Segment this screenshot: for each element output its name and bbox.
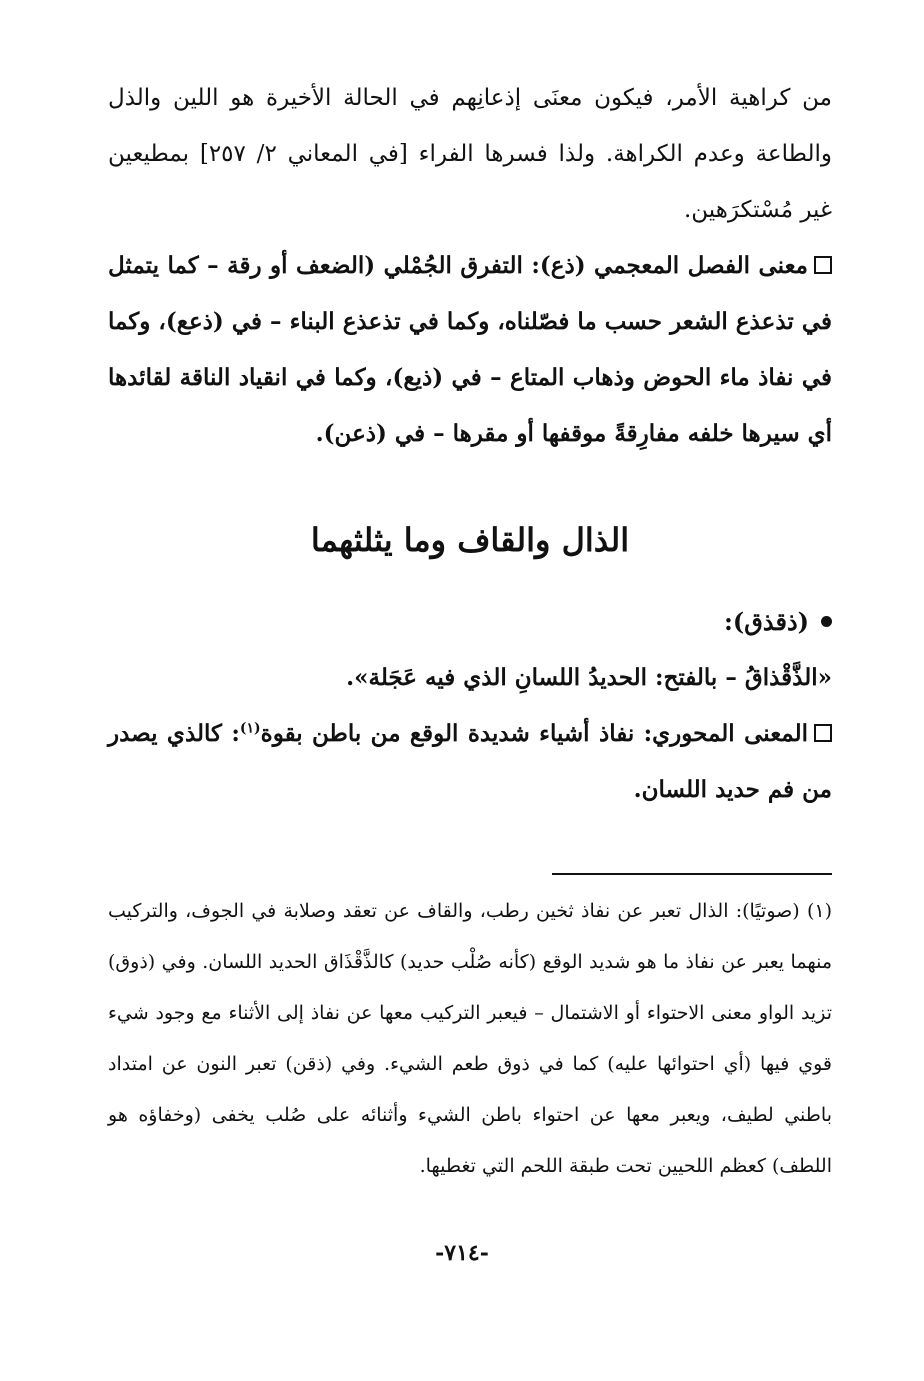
checkbox-square-icon [814, 724, 832, 742]
page-body [108, 70, 832, 818]
footnote-1: (١) (صوتيًا): الذال تعبر عن نفاذ ثخين رطب، والقاف عن تعقد وصلابة في الجوف، والتركيب منهما يعبر عن نفاذ ما هو شديد الوقع (كأنه صُلْب حديد) كالذَّقْذَاق الحديد اللسان. وفي (ذوق) تزيد الواو معنى الاحتواء أو الاشتمال – فيعبر التركيب معها عن نفاذ إلى الأثناء مع وجود شيء قوي فيها (أي احتوائها عليه) كما في ذوق طعم الشيء. وفي (ذقن) تعبر النون عن امتداد باطني لطيف، ويعبر معها عن احتواء باطن الشيء وأثنائه على صُلب يخفى (وخفاؤه هو اللطف) كعظم اللحيين تحت طبقة اللحم التي تغطيها. [108, 900, 832, 1177]
entry-title [108, 594, 832, 650]
core-meaning-rest: : كالذي يصدر من فم حديد اللسان. [108, 720, 832, 803]
footnote-reference[interactable]: (١) [239, 720, 261, 737]
footnote-block [108, 886, 832, 1192]
footnote-separator [552, 873, 832, 875]
entry-definition: «الذَّقْذاقُ – بالفتح: الحديدُ اللسانِ الذي فيه عَجَلة». [346, 664, 832, 691]
lexical-meaning-text: معنى الفصل المعجمي (ذع): التفرق الجُمْلي (الضعف أو رقة – كما يتمثل في تذعذع الشعر حسب ما فصّلناه، وكما في تذعذع البناء – في (ذعع)، وكما في نفاذ ماء الحوض وذهاب المتاع – في (ذيع)، وكما في انقياد الناقة لقائدها أي سيرها خلفه مفارِقةً موقفها أو مقرها – في (ذعن). [108, 252, 832, 447]
core-meaning-main: المعنى المحوري: نفاذ أشياء شديدة الوقع من باطن بقوة [260, 720, 808, 747]
entry-title-text: (ذقذق): [724, 607, 809, 636]
section-heading: الذال والقاف وما يثلثهما [310, 521, 630, 559]
checkbox-square-icon [814, 256, 832, 274]
bullet-icon [821, 616, 832, 627]
paragraph-intro: من كراهية الأمر، فيكون معنَى إذعانِهم في الحالة الأخيرة هو اللين والذل والطاعة وعدم الكراهة. ولذا فسرها الفراء [في المعاني ٢/ ٢٥٧] بمطيعين غير مُسْتكرَهين. [108, 85, 833, 223]
paragraph-core-meaning [108, 706, 832, 818]
page-number: -٧١٤- [435, 1240, 489, 1266]
paragraph-lexical-meaning [108, 238, 832, 462]
